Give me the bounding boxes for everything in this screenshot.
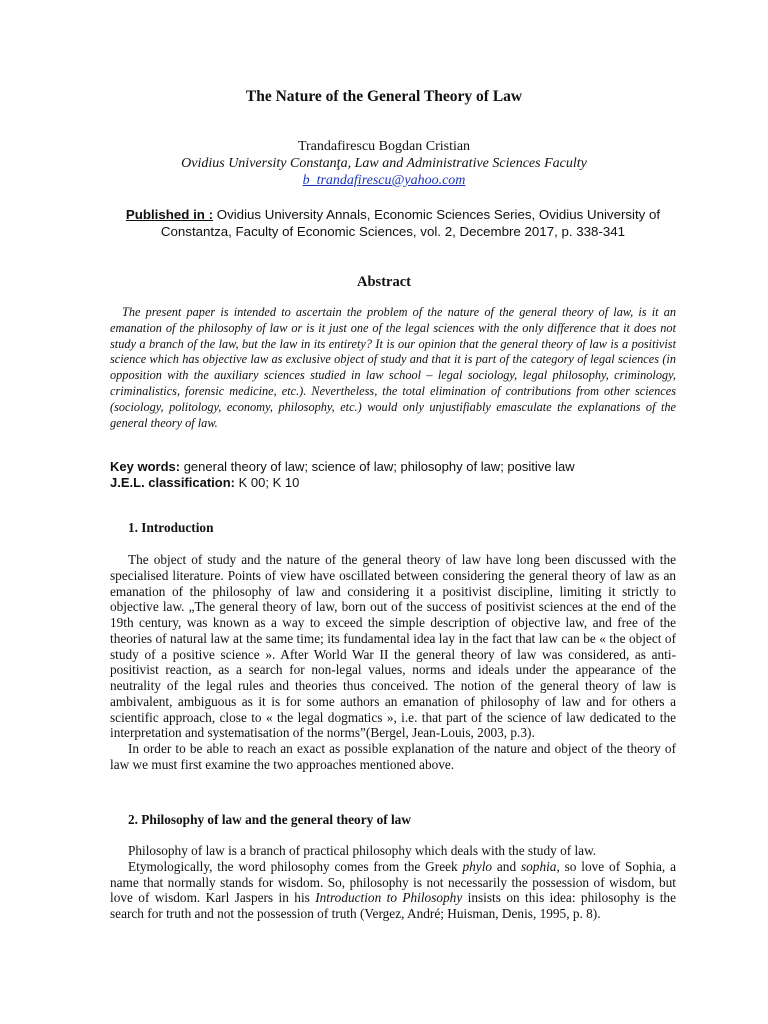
section-1-heading: 1. Introduction xyxy=(128,520,214,535)
greek-word-sophia: sophia xyxy=(520,858,557,874)
keywords-label: Key words: xyxy=(110,459,181,474)
text-run: Etymologically, the word philosophy comes from the Greek xyxy=(128,858,463,874)
greek-word-phylo: phylo xyxy=(462,858,493,874)
jel-label: J.E.L. classification: xyxy=(110,475,235,490)
text-run: insists on this idea: philosophy is the search for truth and not the possession of truth (Vergez, André; Huisman, Denis, 1995, p. 8). xyxy=(110,890,676,921)
published-in-text: Ovidius University Annals, Economic Sciences Series, Ovidius University of Constantza, Faculty of Economic Sciences, vol. 2, Decembre 2017, p. 338-341 xyxy=(160,207,661,239)
abstract-text: The present paper is intended to ascertain the problem of the nature of the general theory of law, is it an emanation of the philosophy of law or is it just one of the legal sciences with the only difference that it does not study a branch of the law, but the law in its entirety? It is our opinion that the general theory of law is a positivist science which has objective law as exclusive object of study and that it is part of the category of legal sciences (in opposition with the auxiliary sciences studied in law school – legal sociology, legal philosophy, criminology, criminalistics, forensic medicine, etc.). Nevertheless, the total elimination of contributions from other sciences (sociology, politology, economy, philosophy, etc.) would only unjustifiably emasculate the explanations of the general theory of law. xyxy=(110,305,676,430)
abstract-heading: Abstract xyxy=(357,274,411,290)
paper-title: The Nature of the General Theory of Law xyxy=(245,88,523,105)
section-1-body xyxy=(110,552,676,773)
jel-value: K 00; K 10 xyxy=(235,475,300,490)
book-title: Introduction to Philosophy xyxy=(315,890,463,906)
author-email-link[interactable]: b_trandafirescu@yahoo.com xyxy=(302,173,466,188)
paragraph xyxy=(110,859,676,922)
published-in-label: Published in : xyxy=(125,207,214,222)
paragraph: In order to be able to reach an exact as possible explanation of the nature and object of the theory of law we must first examine the two approaches mentioned above. xyxy=(110,741,676,772)
section-2-body xyxy=(110,843,676,922)
section-2-heading: 2. Philosophy of law and the general theory of law xyxy=(128,812,411,827)
keywords-value: general theory of law; science of law; philosophy of law; positive law xyxy=(180,459,575,474)
keywords-line xyxy=(110,459,676,475)
publication-info xyxy=(110,207,676,240)
author-name: Trandafirescu Bogdan Cristian xyxy=(297,139,471,154)
paragraph: The object of study and the nature of the general theory of law have long been discussed with the specialised literature. Points of view have oscillated between considering the general theory of law as an emanation of the philosophy of law and considering it a positivist discipline, limiting it strictly to objective law. „The general theory of law, born out of the success of positivist sciences at the end of the 19th century, was known as a way to exceed the simple description of objective law, and free of the theories of natural law at the same time; its fundamental idea lay in the fact that law can be « the object of study of a positive science ». After World War II the general theory of law was considered, as anti-positivist reaction, as a search for non-legal values, norms and ideals under the appearance of the neutrality of the legal rules and theories thus conceived. The notion of the general theory of law is ambivalent, ambiguous as it is for some authors an emanation of philosophy of law and for others a scientific approach, close to « the legal dogmatics », i.e. that part of the science of law dedicated to the interpretation and systematisation of the norms”(Bergel, Jean-Louis, 2003, p.3). xyxy=(110,552,676,741)
text-run: and xyxy=(492,858,521,874)
jel-line xyxy=(110,475,676,491)
paragraph: Philosophy of law is a branch of practical philosophy which deals with the study of law. xyxy=(128,843,597,858)
keywords-block xyxy=(110,459,676,491)
text-run: , so love of Sophia, a name that normally stands for wisdom. So, philosophy is not necessarily the possession of wisdom, but love of wisdom. Karl Jaspers in his xyxy=(110,858,676,906)
author-affiliation: Ovidius University Constanţa, Law and Administrative Sciences Faculty xyxy=(181,156,587,171)
